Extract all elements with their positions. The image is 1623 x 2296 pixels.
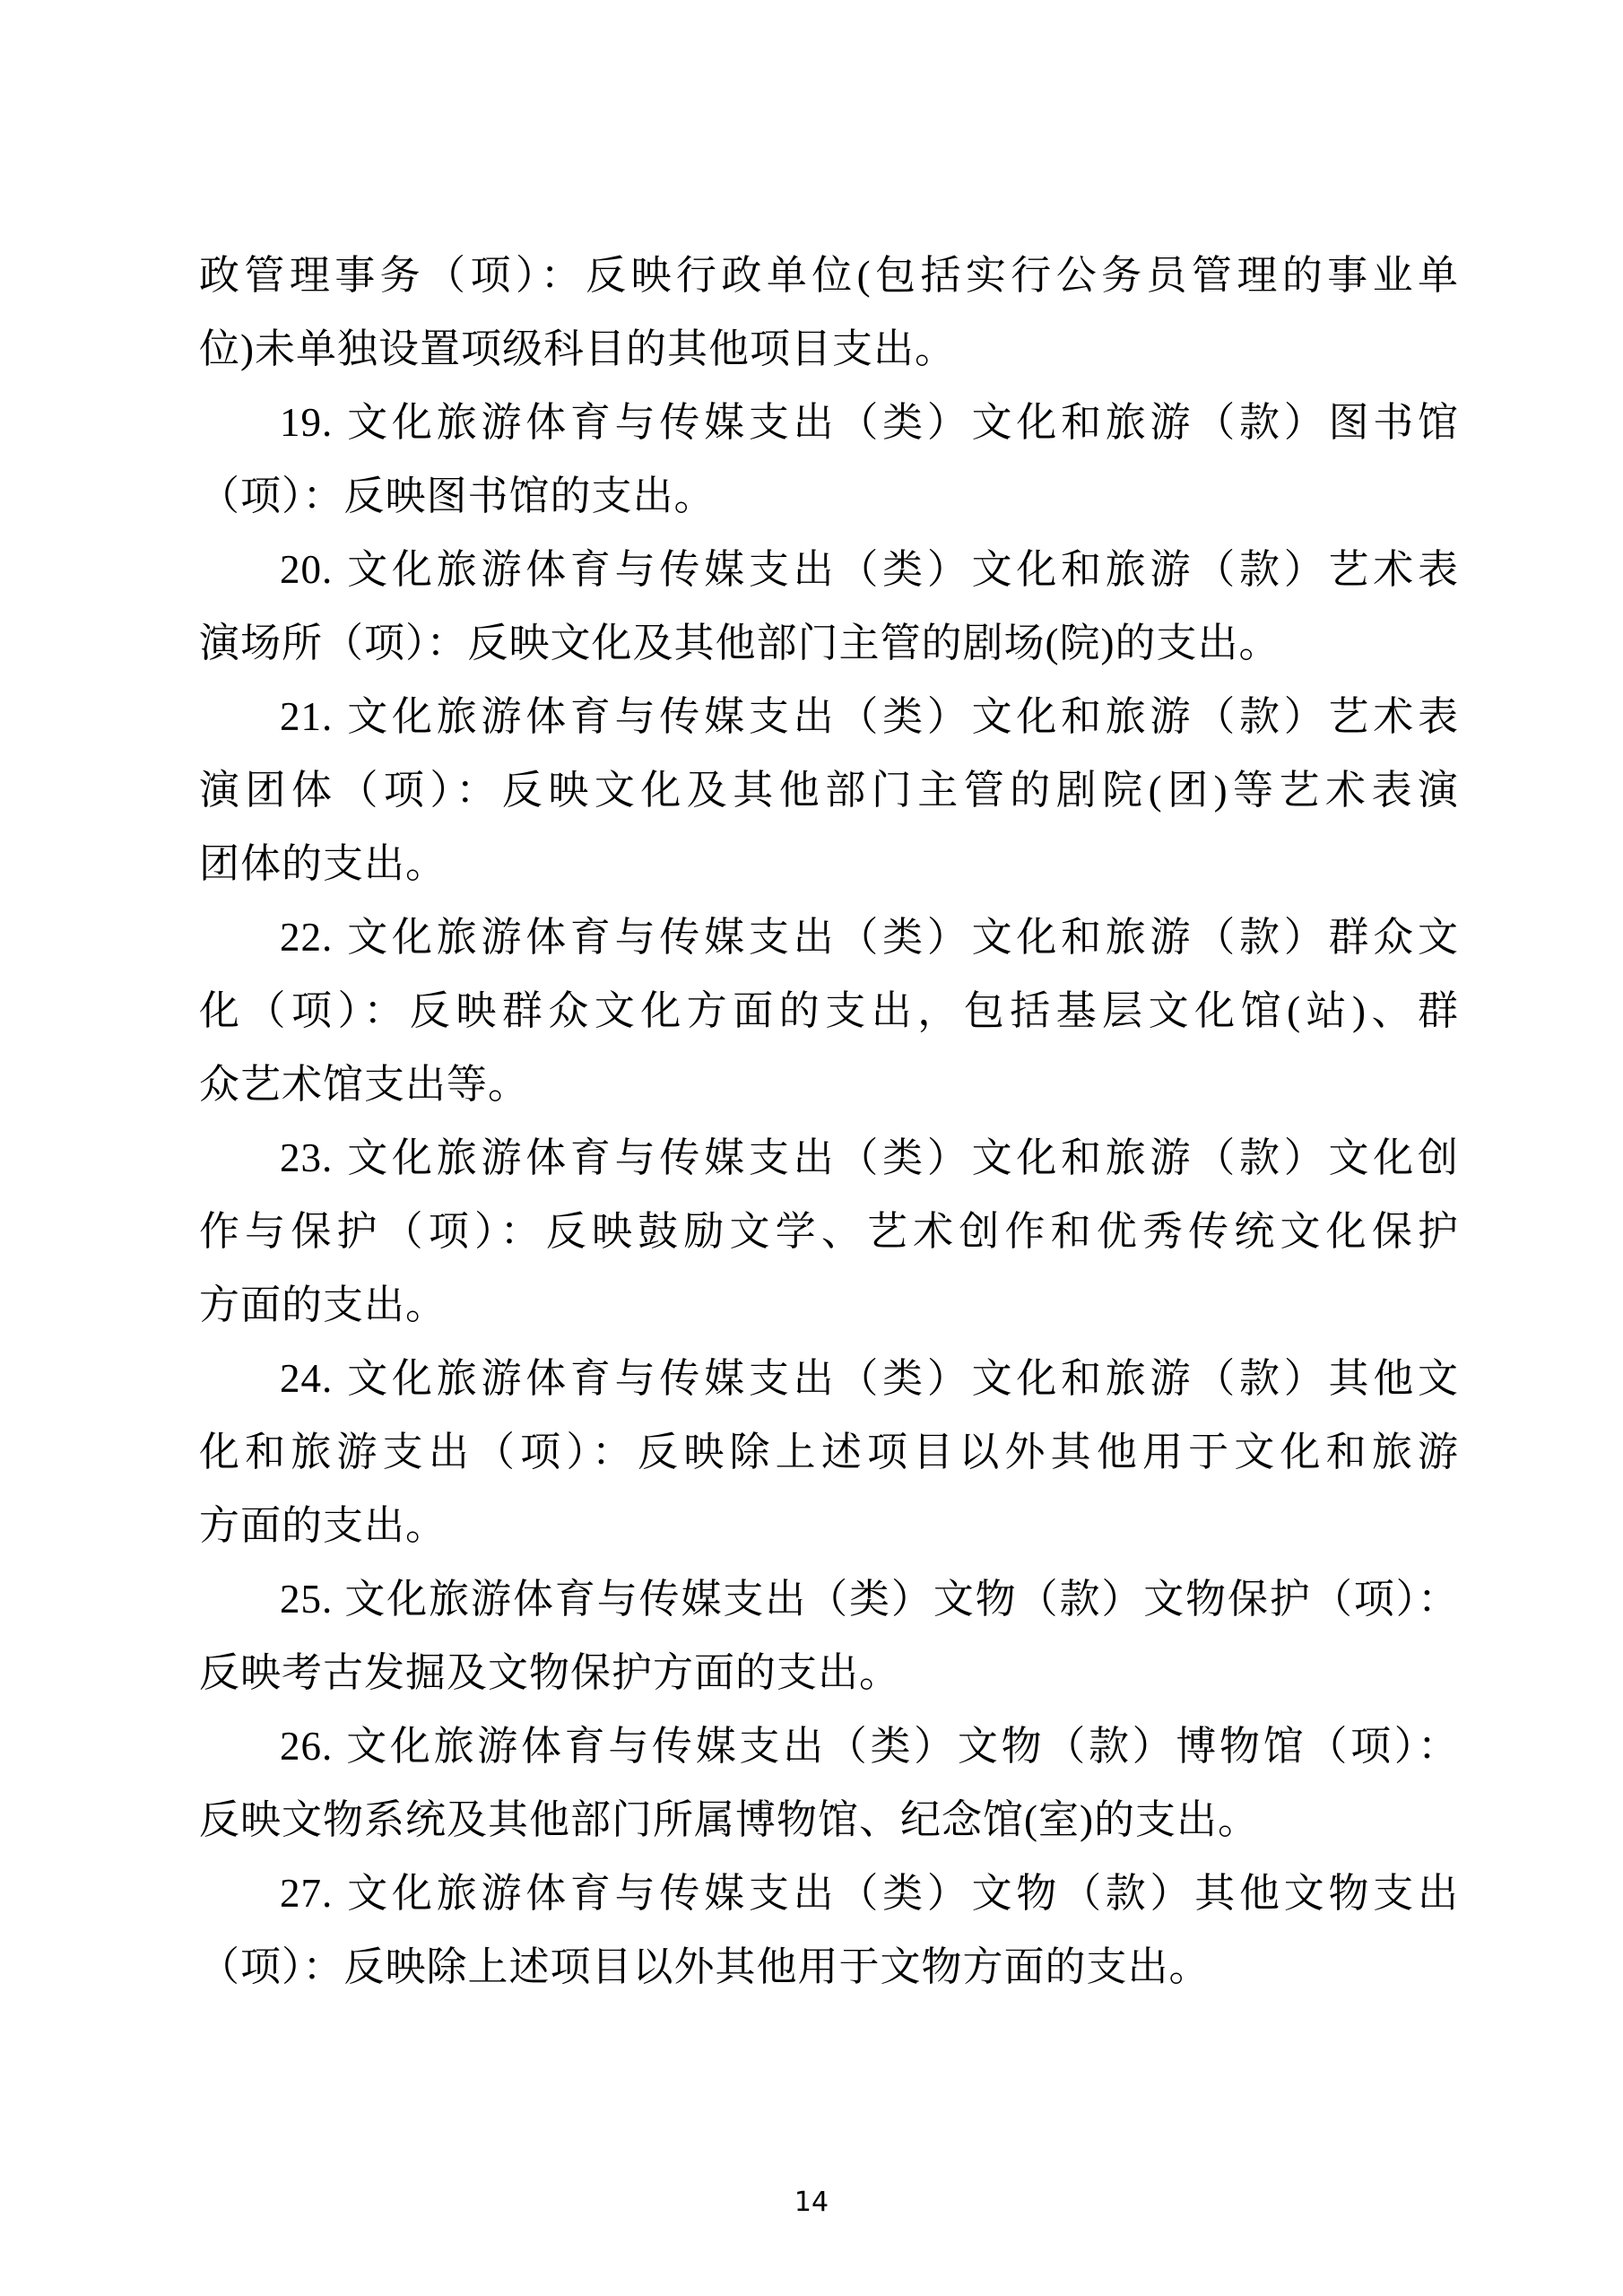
- text-line: 26. 文化旅游体育与传媒支出（类）文物（款）博物馆（项）：: [280, 1724, 1459, 1769]
- text-line: 23. 文化旅游体育与传媒支出（类）文化和旅游（款）文化创: [280, 1135, 1459, 1180]
- text-line: 19. 文化旅游体育与传媒支出（类）文化和旅游（款）图书馆: [280, 400, 1459, 445]
- page-number: 14: [794, 2187, 829, 2218]
- page-footer: [0, 2187, 1623, 2218]
- text-line: 24. 文化旅游体育与传媒支出（类）文化和旅游（款）其他文: [280, 1356, 1459, 1401]
- text-line: 反映文物系统及其他部门所属博物馆、纪念馆(室)的支出。: [199, 1797, 1259, 1842]
- text-line: 作与保护（项）：反映鼓励文学、艺术创作和优秀传统文化保护: [199, 1209, 1459, 1254]
- text-line: 25. 文化旅游体育与传媒支出（类）文物（款）文物保护（项）：: [280, 1577, 1459, 1622]
- text-line: 众艺术馆支出等。: [199, 1062, 530, 1107]
- text-line: 22. 文化旅游体育与传媒支出（类）文化和旅游（款）群众文: [280, 915, 1459, 960]
- text-line: 反映考古发掘及文物保护方面的支出。: [199, 1650, 901, 1695]
- text-line: （项）：反映除上述项目以外其他用于文物方面的支出。: [199, 1944, 1211, 1989]
- text-line: 21. 文化旅游体育与传媒支出（类）文化和旅游（款）艺术表: [280, 694, 1459, 739]
- text-line: 演场所（项）：反映文化及其他部门主管的剧场(院)的支出。: [199, 621, 1280, 665]
- text-line: （项）：反映图书馆的支出。: [199, 474, 716, 518]
- text-line: 位)未单独设置项级科目的其他项目支出。: [199, 326, 956, 371]
- text-line: 方面的支出。: [199, 1503, 447, 1548]
- text-line: 化（项）：反映群众文化方面的支出，包括基层文化馆(站)、群: [199, 988, 1459, 1033]
- text-line: 27. 文化旅游体育与传媒支出（类）文物（款）其他文物支出: [280, 1871, 1459, 1916]
- text-line: 方面的支出。: [199, 1283, 447, 1327]
- text-line: 团体的支出。: [199, 841, 447, 886]
- text-line: 化和旅游支出（项）：反映除上述项目以外其他用于文化和旅游: [199, 1430, 1459, 1474]
- document-body: [199, 239, 1459, 2004]
- text-line: 政管理事务（项）：反映行政单位(包括实行公务员管理的事业单: [199, 253, 1459, 298]
- text-line: 演团体（项）：反映文化及其他部门主管的剧院(团)等艺术表演: [199, 768, 1459, 813]
- text-line: 20. 文化旅游体育与传媒支出（类）文化和旅游（款）艺术表: [280, 547, 1459, 592]
